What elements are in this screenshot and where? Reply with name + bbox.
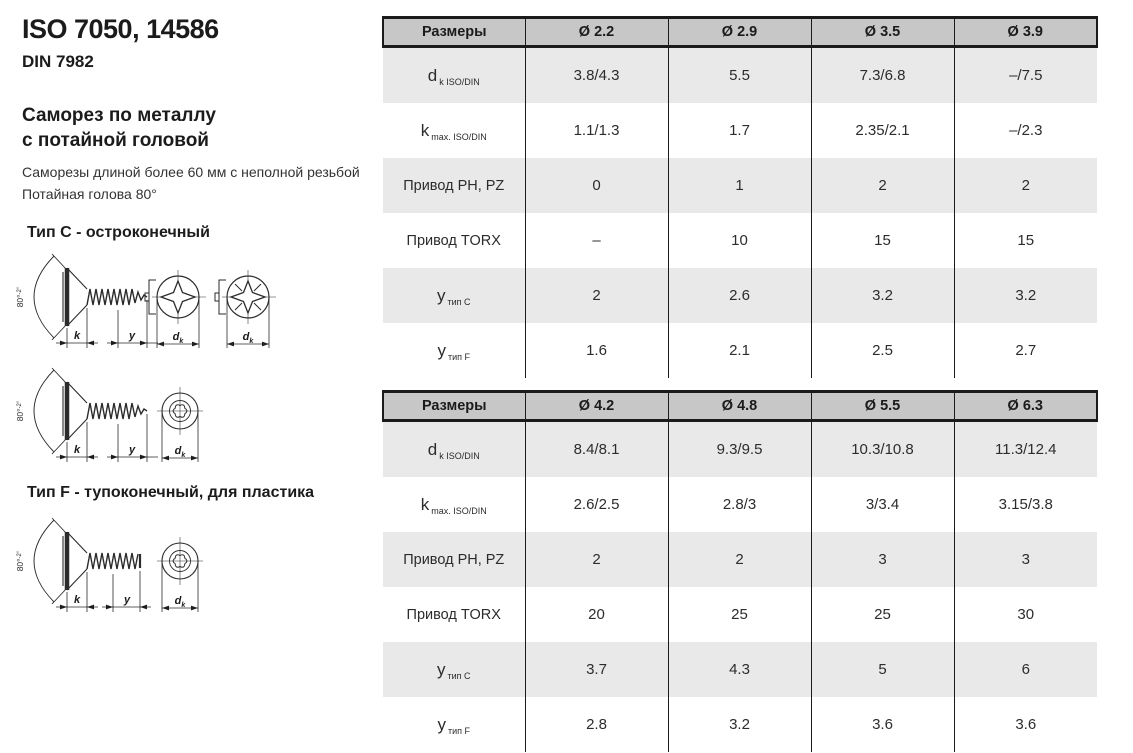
value-cell: 5: [811, 642, 954, 697]
type-f-heading: Тип F - тупоконечный, для пластика: [27, 484, 315, 501]
dim-y-label: y: [128, 444, 136, 456]
table-row: [383, 158, 1097, 213]
value-cell: 7.3/6.8: [811, 47, 954, 104]
dim-y-label: y: [123, 594, 131, 606]
value-cell: 2: [811, 158, 954, 213]
product-title-line2: с потайной головой: [22, 130, 209, 151]
value-cell: 1.6: [525, 323, 668, 378]
table-header-row: [383, 392, 1097, 421]
type-c-torx-drawing: [10, 364, 282, 468]
page-title: ISO 7050, 14586: [22, 14, 219, 44]
value-cell: –: [525, 213, 668, 268]
row-label: [383, 103, 525, 158]
value-cell: 3.2: [811, 268, 954, 323]
dim-k-label: k: [73, 330, 81, 342]
row-label-main: y: [437, 714, 446, 734]
row-label: [383, 477, 525, 532]
dimension-arrows: [60, 341, 269, 347]
value-cell: 15: [954, 213, 1097, 268]
value-cell: 1.1/1.3: [525, 103, 668, 158]
row-label-main: d: [427, 65, 438, 85]
dim-y-label: y: [128, 330, 136, 342]
row-label: Привод TORX: [406, 232, 501, 249]
row-label-main: k: [420, 494, 430, 514]
row-label: Привод PH, PZ: [403, 177, 505, 194]
col-header-diameter: Ø 3.9: [954, 18, 1097, 47]
dimensions-table-large: [382, 390, 1098, 752]
row-label-main: y: [436, 659, 446, 679]
col-header-diameter: Ø 4.2: [525, 392, 668, 421]
value-cell: 3.2: [954, 268, 1097, 323]
din-subtitle: DIN 7982: [22, 52, 94, 71]
col-header-diameter: Ø 4.8: [668, 392, 811, 421]
value-cell: 1.7: [668, 103, 811, 158]
row-label-subscript: max. ISO/DIN: [431, 131, 487, 142]
row-label-main: d: [427, 439, 438, 459]
dim-k-label: k: [73, 594, 81, 606]
value-cell: 2.8/3: [668, 477, 811, 532]
dim-k-label: k: [73, 444, 81, 456]
value-cell: 25: [668, 587, 811, 642]
table-row: [383, 103, 1097, 158]
value-cell: 10.3/10.8: [811, 421, 954, 478]
value-cell: 2: [668, 532, 811, 587]
row-label-subscript: тип F: [447, 725, 471, 736]
value-cell: 4.3: [668, 642, 811, 697]
value-cell: 9.3/9.5: [668, 421, 811, 478]
product-title-line1: Саморез по металлу: [22, 105, 216, 126]
value-cell: 2.1: [668, 323, 811, 378]
col-header-diameter: Ø 3.5: [811, 18, 954, 47]
table-header-row: [383, 18, 1097, 47]
dim-dk-label: $d_k$: [242, 331, 254, 345]
table-row: [383, 213, 1097, 268]
value-cell: 2: [525, 268, 668, 323]
value-cell: 10: [668, 213, 811, 268]
col-header-sizes: Размеры: [383, 392, 525, 421]
value-cell: 20: [525, 587, 668, 642]
table-row: [383, 421, 1097, 478]
row-label: [383, 421, 525, 478]
value-cell: 8.4/8.1: [525, 421, 668, 478]
value-cell: 0: [525, 158, 668, 213]
value-cell: 2.5: [811, 323, 954, 378]
value-cell: –/2.3: [954, 103, 1097, 158]
value-cell: 2.6: [668, 268, 811, 323]
table-row: [383, 532, 1097, 587]
row-label-subscript: тип C: [447, 296, 471, 307]
screw-side-view-pointed: [34, 254, 158, 348]
col-header-diameter: Ø 5.5: [811, 392, 954, 421]
dim-dk-label: $d_k$: [174, 595, 186, 609]
value-cell: 2: [954, 158, 1097, 213]
type-f-torx-drawing: [10, 514, 282, 618]
value-cell: 3.8/4.3: [525, 47, 668, 104]
type-c-ph-pz-drawing: [10, 250, 282, 354]
value-cell: 3.6: [954, 697, 1097, 752]
value-cell: 6: [954, 642, 1097, 697]
value-cell: 3: [811, 532, 954, 587]
product-title: [22, 103, 216, 153]
row-label-main: k: [420, 120, 430, 140]
row-label: [383, 697, 525, 752]
value-cell: 1: [668, 158, 811, 213]
value-cell: 30: [954, 587, 1097, 642]
table-row: [383, 642, 1097, 697]
value-cell: 3.15/3.8: [954, 477, 1097, 532]
value-cell: –/7.5: [954, 47, 1097, 104]
angle-label: 80°$^{-2^\circ}$: [15, 400, 25, 422]
value-cell: 2.35/2.1: [811, 103, 954, 158]
table-row: [383, 477, 1097, 532]
value-cell: 11.3/12.4: [954, 421, 1097, 478]
description-line1: Саморезы длиной более 60 мм с неполной резьбой: [22, 164, 360, 180]
description-line2: Потайная голова 80°: [22, 186, 157, 202]
row-label-subscript: k ISO/DIN: [439, 76, 480, 87]
dimensions-table-small: [382, 16, 1098, 378]
table-row: [383, 323, 1097, 378]
value-cell: 5.5: [668, 47, 811, 104]
row-label: Привод PH, PZ: [403, 551, 505, 568]
row-label: Привод TORX: [406, 606, 501, 623]
row-label-main: y: [436, 285, 446, 305]
row-label-subscript: тип F: [447, 351, 471, 362]
table-row: [383, 697, 1097, 752]
col-header-diameter: Ø 2.2: [525, 18, 668, 47]
ph-recess-icon: [161, 281, 195, 313]
row-label-subscript: тип C: [447, 670, 471, 681]
value-cell: 25: [811, 587, 954, 642]
col-header-sizes: Размеры: [383, 18, 525, 47]
row-label-main: y: [437, 340, 446, 360]
row-label-subscript: max. ISO/DIN: [431, 505, 487, 516]
angle-label: 80°$^{-2^\circ}$: [15, 286, 25, 308]
value-cell: 3/3.4: [811, 477, 954, 532]
col-header-diameter: Ø 2.9: [668, 18, 811, 47]
row-label: [383, 323, 525, 378]
dim-dk-label: $d_k$: [172, 331, 184, 345]
col-header-diameter: Ø 6.3: [954, 392, 1097, 421]
screw-side-view-blunt: [34, 518, 151, 612]
table-row: [383, 47, 1097, 104]
value-cell: 2.8: [525, 697, 668, 752]
value-cell: 3.2: [668, 697, 811, 752]
dim-dk-label: $d_k$: [174, 445, 186, 459]
row-label: [383, 47, 525, 104]
row-label: [383, 642, 525, 697]
value-cell: 2: [525, 532, 668, 587]
angle-label: 80°$^{-2^\circ}$: [15, 550, 25, 572]
value-cell: 2.7: [954, 323, 1097, 378]
table-row: [383, 587, 1097, 642]
value-cell: 3.7: [525, 642, 668, 697]
value-cell: 3.6: [811, 697, 954, 752]
screw-side-view-pointed: [34, 368, 158, 462]
row-label-subscript: k ISO/DIN: [439, 450, 480, 461]
row-label: [383, 268, 525, 323]
table-row: [383, 268, 1097, 323]
product-description: [22, 161, 360, 205]
value-cell: 3: [954, 532, 1097, 587]
value-cell: 15: [811, 213, 954, 268]
value-cell: 2.6/2.5: [525, 477, 668, 532]
type-c-heading: Тип C - остроконечный: [27, 224, 210, 241]
